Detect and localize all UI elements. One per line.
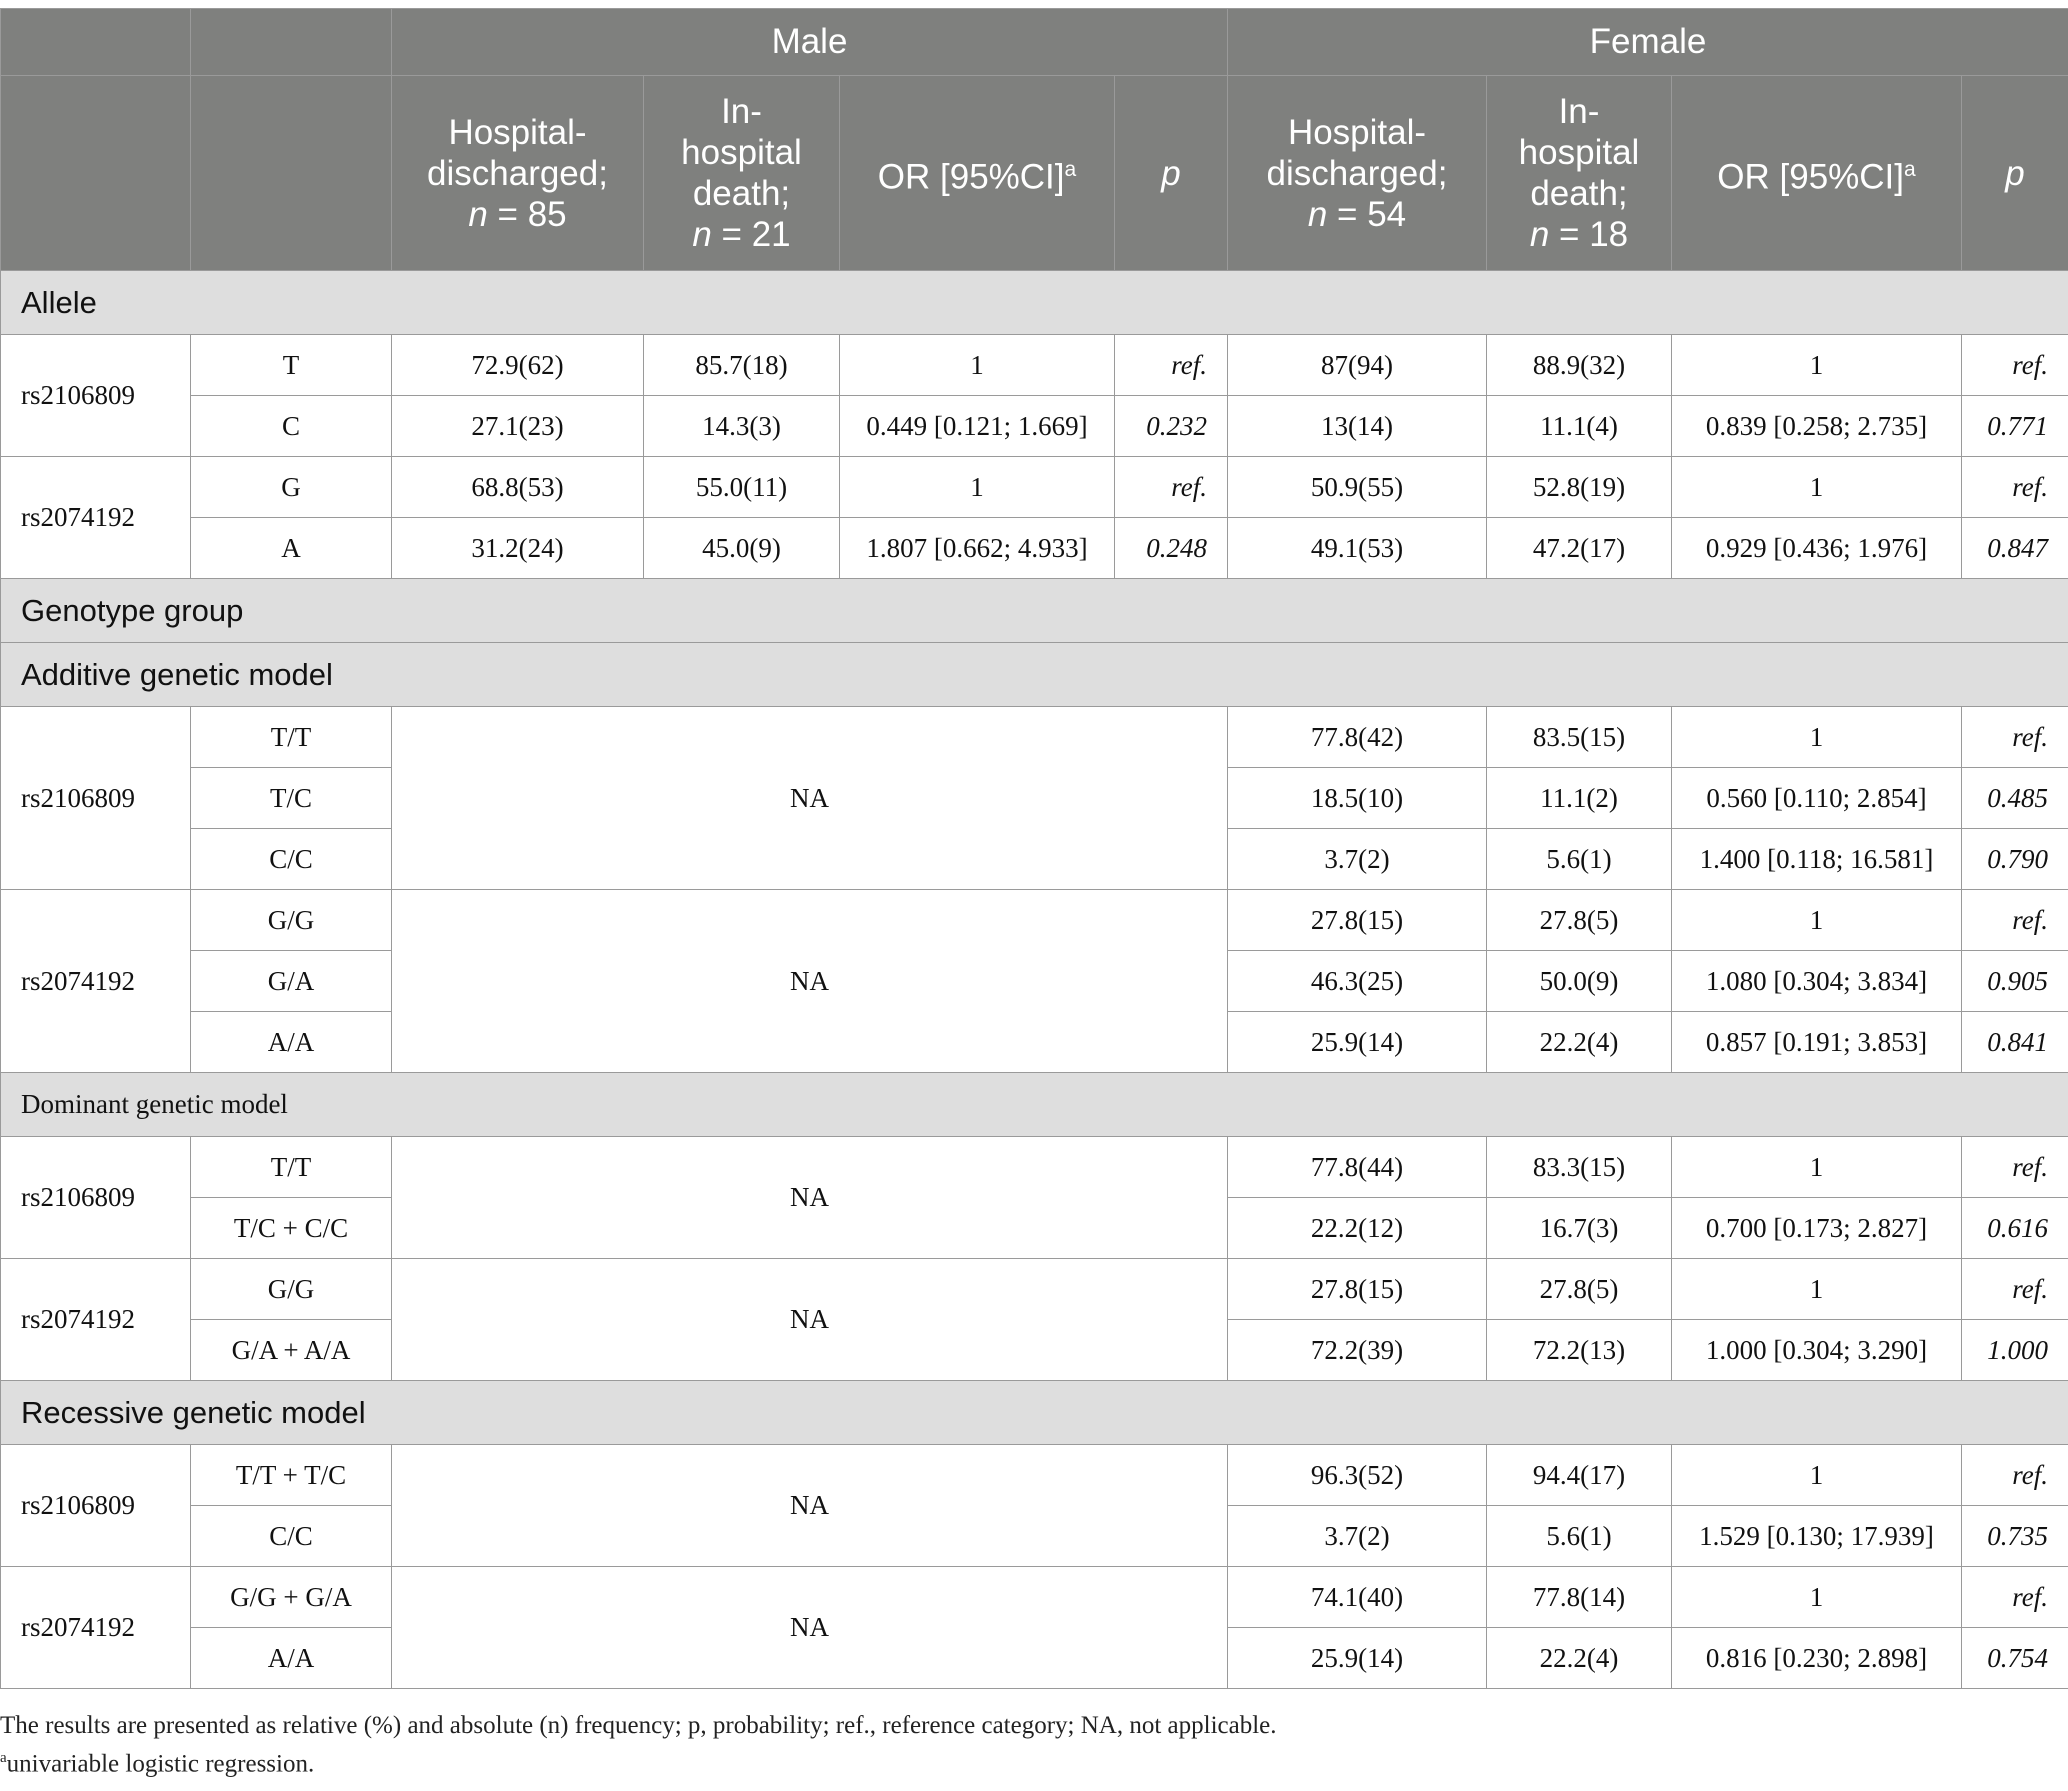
female-death-cell: 16.7(3) bbox=[1487, 1198, 1672, 1259]
section-row bbox=[1, 579, 2068, 643]
female-p-cell: ref. bbox=[1962, 457, 2068, 518]
genotype-cell: T bbox=[191, 335, 392, 396]
section-row bbox=[1, 1073, 2068, 1137]
female-or-cell: 1 bbox=[1672, 1259, 1962, 1320]
header-male-p: p bbox=[1115, 76, 1228, 271]
male-death-cell: 45.0(9) bbox=[644, 518, 840, 579]
table-row bbox=[1, 890, 2068, 951]
header-female-death: In- hospital death; n = 18 bbox=[1487, 76, 1672, 271]
female-death-cell: 11.1(2) bbox=[1487, 768, 1672, 829]
female-discharged-cell: 49.1(53) bbox=[1228, 518, 1487, 579]
female-discharged-cell: 3.7(2) bbox=[1228, 1506, 1487, 1567]
female-death-cell: 5.6(1) bbox=[1487, 829, 1672, 890]
table-row bbox=[1, 1567, 2068, 1628]
genotype-cell: C/C bbox=[191, 829, 392, 890]
female-death-cell: 22.2(4) bbox=[1487, 1628, 1672, 1689]
header-blank bbox=[1, 76, 191, 271]
header-blank bbox=[191, 9, 392, 76]
female-or-cell: 1.080 [0.304; 3.834] bbox=[1672, 951, 1962, 1012]
table-row bbox=[1, 1445, 2068, 1506]
male-death-cell: 14.3(3) bbox=[644, 396, 840, 457]
female-discharged-cell: 77.8(42) bbox=[1228, 707, 1487, 768]
female-or-cell: 0.839 [0.258; 2.735] bbox=[1672, 396, 1962, 457]
male-p-cell: ref. bbox=[1115, 457, 1228, 518]
female-or-cell: 1 bbox=[1672, 1445, 1962, 1506]
male-discharged-cell: 68.8(53) bbox=[392, 457, 644, 518]
female-death-cell: 83.3(15) bbox=[1487, 1137, 1672, 1198]
snp-label: rs2074192 bbox=[1, 1259, 191, 1381]
male-or-cell: 1.807 [0.662; 4.933] bbox=[840, 518, 1115, 579]
male-p-cell: 0.248 bbox=[1115, 518, 1228, 579]
genotype-cell: C bbox=[191, 396, 392, 457]
section-label: Genotype group bbox=[1, 579, 2068, 643]
female-or-cell: 1 bbox=[1672, 707, 1962, 768]
section-row bbox=[1, 271, 2068, 335]
female-p-cell: 0.847 bbox=[1962, 518, 2068, 579]
table-row bbox=[1, 1259, 2068, 1320]
female-discharged-cell: 77.8(44) bbox=[1228, 1137, 1487, 1198]
snp-label: rs2106809 bbox=[1, 1137, 191, 1259]
female-death-cell: 50.0(9) bbox=[1487, 951, 1672, 1012]
female-or-cell: 0.560 [0.110; 2.854] bbox=[1672, 768, 1962, 829]
genotype-cell: T/T bbox=[191, 1137, 392, 1198]
female-death-cell: 88.9(32) bbox=[1487, 335, 1672, 396]
results-table bbox=[0, 8, 2068, 1689]
female-discharged-cell: 25.9(14) bbox=[1228, 1628, 1487, 1689]
female-discharged-cell: 25.9(14) bbox=[1228, 1012, 1487, 1073]
female-death-cell: 11.1(4) bbox=[1487, 396, 1672, 457]
female-discharged-cell: 46.3(25) bbox=[1228, 951, 1487, 1012]
female-discharged-cell: 50.9(55) bbox=[1228, 457, 1487, 518]
genotype-cell: T/C bbox=[191, 768, 392, 829]
table-row bbox=[1, 335, 2068, 396]
female-death-cell: 22.2(4) bbox=[1487, 1012, 1672, 1073]
section-label: Recessive genetic model bbox=[1, 1381, 2068, 1445]
table-row bbox=[1, 396, 2068, 457]
header-blank bbox=[191, 76, 392, 271]
female-p-cell: 1.000 bbox=[1962, 1320, 2068, 1381]
female-or-cell: 1 bbox=[1672, 457, 1962, 518]
female-death-cell: 52.8(19) bbox=[1487, 457, 1672, 518]
genotype-cell: A/A bbox=[191, 1012, 392, 1073]
genotype-cell: T/T bbox=[191, 707, 392, 768]
female-p-cell: ref. bbox=[1962, 1259, 2068, 1320]
section-row bbox=[1, 643, 2068, 707]
genotype-cell: G bbox=[191, 457, 392, 518]
male-discharged-cell: 72.9(62) bbox=[392, 335, 644, 396]
female-discharged-cell: 74.1(40) bbox=[1228, 1567, 1487, 1628]
female-p-cell: 0.841 bbox=[1962, 1012, 2068, 1073]
female-or-cell: 0.857 [0.191; 3.853] bbox=[1672, 1012, 1962, 1073]
female-discharged-cell: 3.7(2) bbox=[1228, 829, 1487, 890]
male-na-cell: NA bbox=[392, 1137, 1228, 1259]
female-death-cell: 5.6(1) bbox=[1487, 1506, 1672, 1567]
female-or-cell: 1 bbox=[1672, 1567, 1962, 1628]
female-or-cell: 1 bbox=[1672, 890, 1962, 951]
genotype-cell: G/G bbox=[191, 1259, 392, 1320]
header-female: Female bbox=[1228, 9, 2068, 76]
genotype-cell: A/A bbox=[191, 1628, 392, 1689]
female-or-cell: 0.929 [0.436; 1.976] bbox=[1672, 518, 1962, 579]
male-na-cell: NA bbox=[392, 707, 1228, 890]
male-na-cell: NA bbox=[392, 1567, 1228, 1689]
table-row bbox=[1, 457, 2068, 518]
male-p-cell: 0.232 bbox=[1115, 396, 1228, 457]
genotype-cell: A bbox=[191, 518, 392, 579]
female-discharged-cell: 27.8(15) bbox=[1228, 890, 1487, 951]
header-male-death: In- hospital death; n = 21 bbox=[644, 76, 840, 271]
female-p-cell: ref. bbox=[1962, 1445, 2068, 1506]
female-or-cell: 1 bbox=[1672, 1137, 1962, 1198]
snp-label: rs2106809 bbox=[1, 1445, 191, 1567]
female-death-cell: 83.5(15) bbox=[1487, 707, 1672, 768]
female-discharged-cell: 87(94) bbox=[1228, 335, 1487, 396]
snp-label: rs2106809 bbox=[1, 335, 191, 457]
female-or-cell: 1.529 [0.130; 17.939] bbox=[1672, 1506, 1962, 1567]
female-p-cell: ref. bbox=[1962, 1137, 2068, 1198]
female-or-cell: 0.700 [0.173; 2.827] bbox=[1672, 1198, 1962, 1259]
genotype-cell: G/A bbox=[191, 951, 392, 1012]
snp-label: rs2074192 bbox=[1, 1567, 191, 1689]
female-p-cell: 0.905 bbox=[1962, 951, 2068, 1012]
male-or-cell: 1 bbox=[840, 335, 1115, 396]
female-death-cell: 77.8(14) bbox=[1487, 1567, 1672, 1628]
section-label: Dominant genetic model bbox=[1, 1073, 2068, 1137]
section-label: Allele bbox=[1, 271, 2068, 335]
table-body bbox=[1, 271, 2068, 1689]
header-female-discharged: Hospital- discharged; n = 54 bbox=[1228, 76, 1487, 271]
female-or-cell: 1.400 [0.118; 16.581] bbox=[1672, 829, 1962, 890]
male-death-cell: 55.0(11) bbox=[644, 457, 840, 518]
female-discharged-cell: 18.5(10) bbox=[1228, 768, 1487, 829]
female-p-cell: ref. bbox=[1962, 890, 2068, 951]
female-death-cell: 27.8(5) bbox=[1487, 1259, 1672, 1320]
female-p-cell: 0.485 bbox=[1962, 768, 2068, 829]
male-na-cell: NA bbox=[392, 1259, 1228, 1381]
snp-label: rs2106809 bbox=[1, 707, 191, 890]
genotype-cell: T/C + C/C bbox=[191, 1198, 392, 1259]
genotype-cell: T/T + T/C bbox=[191, 1445, 392, 1506]
snp-label: rs2074192 bbox=[1, 890, 191, 1073]
male-death-cell: 85.7(18) bbox=[644, 335, 840, 396]
female-or-cell: 0.816 [0.230; 2.898] bbox=[1672, 1628, 1962, 1689]
header-female-or: OR $[95\%CI]^a$ bbox=[1672, 76, 1962, 271]
female-p-cell: ref. bbox=[1962, 707, 2068, 768]
female-discharged-cell: 72.2(39) bbox=[1228, 1320, 1487, 1381]
female-p-cell: ref. bbox=[1962, 335, 2068, 396]
table-row bbox=[1, 518, 2068, 579]
table-header bbox=[1, 9, 2068, 271]
female-discharged-cell: 13(14) bbox=[1228, 396, 1487, 457]
snp-label: rs2074192 bbox=[1, 457, 191, 579]
female-discharged-cell: 96.3(52) bbox=[1228, 1445, 1487, 1506]
male-na-cell: NA bbox=[392, 890, 1228, 1073]
female-or-cell: 1.000 [0.304; 3.290] bbox=[1672, 1320, 1962, 1381]
male-p-cell: ref. bbox=[1115, 335, 1228, 396]
table-row bbox=[1, 1137, 2068, 1198]
female-p-cell: 0.790 bbox=[1962, 829, 2068, 890]
male-or-cell: 1 bbox=[840, 457, 1115, 518]
female-p-cell: 0.735 bbox=[1962, 1506, 2068, 1567]
genotype-cell: G/G + G/A bbox=[191, 1567, 392, 1628]
genotype-cell: C/C bbox=[191, 1506, 392, 1567]
female-death-cell: 27.8(5) bbox=[1487, 890, 1672, 951]
female-death-cell: 72.2(13) bbox=[1487, 1320, 1672, 1381]
table-row bbox=[1, 707, 2068, 768]
header-female-p: p bbox=[1962, 76, 2068, 271]
male-discharged-cell: 31.2(24) bbox=[392, 518, 644, 579]
female-death-cell: 94.4(17) bbox=[1487, 1445, 1672, 1506]
genotype-cell: G/G bbox=[191, 890, 392, 951]
female-p-cell: 0.754 bbox=[1962, 1628, 2068, 1689]
male-or-cell: 0.449 [0.121; 1.669] bbox=[840, 396, 1115, 457]
footnote-2: $^a$univariable logistic regression. bbox=[0, 1750, 315, 1778]
header-male: Male bbox=[392, 9, 1228, 76]
genotype-cell: G/A + A/A bbox=[191, 1320, 392, 1381]
footnote-1: The results are presented as relative (%) and absolute (n) frequency; p, probability; ref., reference category; NA, not applicable. bbox=[0, 1712, 1277, 1739]
header-male-discharged: Hospital- discharged; n = 85 bbox=[392, 76, 644, 271]
female-p-cell: 0.771 bbox=[1962, 396, 2068, 457]
female-p-cell: 0.616 bbox=[1962, 1198, 2068, 1259]
female-discharged-cell: 22.2(12) bbox=[1228, 1198, 1487, 1259]
female-discharged-cell: 27.8(15) bbox=[1228, 1259, 1487, 1320]
female-or-cell: 1 bbox=[1672, 335, 1962, 396]
header-blank bbox=[1, 9, 191, 76]
male-na-cell: NA bbox=[392, 1445, 1228, 1567]
female-death-cell: 47.2(17) bbox=[1487, 518, 1672, 579]
header-male-or: OR $[95\%CI]^a$ bbox=[840, 76, 1115, 271]
male-discharged-cell: 27.1(23) bbox=[392, 396, 644, 457]
section-row bbox=[1, 1381, 2068, 1445]
section-label: Additive genetic model bbox=[1, 643, 2068, 707]
female-p-cell: ref. bbox=[1962, 1567, 2068, 1628]
